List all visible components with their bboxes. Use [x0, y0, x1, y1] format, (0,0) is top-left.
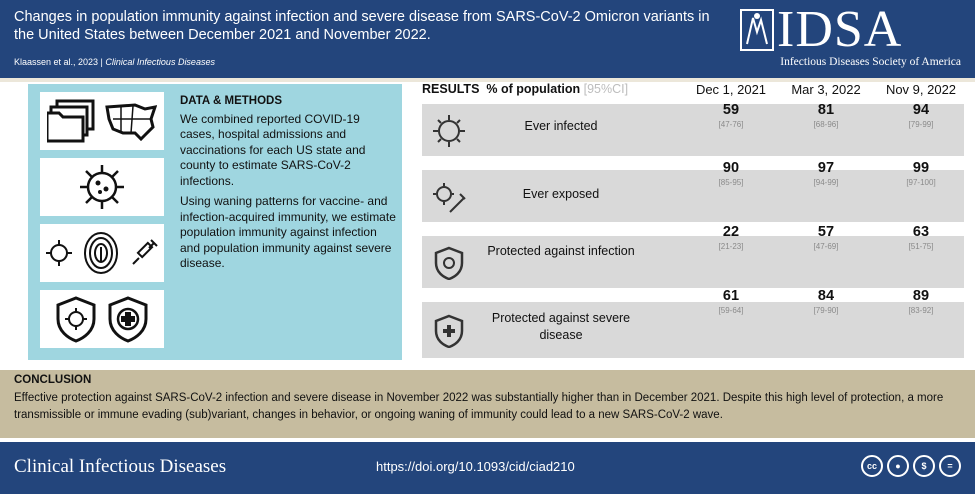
idsa-emblem-icon [739, 8, 775, 52]
column-header-nov-2022: Nov 9, 2022 [885, 82, 957, 97]
virus-icon [78, 163, 126, 211]
value-ci: [85-95] [718, 178, 744, 187]
value-ci: [47-76] [718, 120, 744, 129]
nc-icon: $ [913, 455, 935, 477]
value-number: 61 [722, 288, 740, 304]
value-number: 84 [817, 288, 835, 304]
value-cell [786, 160, 866, 187]
value-ci: [21-23] [718, 242, 744, 251]
conclusion-text: Effective protection against SARS-CoV-2 infection and severe disease in November 2022 was substantially higher than in December 2021. Despite this high level of protection, a more transmissible or immune evading (sub)variant, changes in behavior, or ongoing waning of immunity could lead to a new SARS-CoV-2 wave. [14, 392, 944, 421]
citation-journal: Clinical Infectious Diseases [105, 57, 215, 67]
virus-icon [432, 114, 466, 148]
by-icon: ● [887, 455, 909, 477]
methods-paragraph-1: We combined reported COVID-19 cases, hospital admissions and vaccinations for each US state and county to estimate SARS-CoV-2 infections. [180, 111, 366, 188]
methods-heading: DATA & METHODS [180, 95, 283, 107]
value-cell [691, 288, 771, 315]
value-number: 99 [912, 160, 930, 176]
conclusion-heading: CONCLUSION [14, 374, 92, 386]
value-cell [691, 102, 771, 129]
row-label: Protected against severe disease [491, 311, 631, 342]
citation [14, 57, 215, 67]
value-number: 81 [817, 102, 835, 118]
value-cell [881, 288, 961, 315]
column-header-dec-2021: Dec 1, 2021 [695, 82, 767, 97]
fingerprint-icon [81, 229, 121, 277]
value-ci: [83-92] [908, 306, 934, 315]
value-cell [691, 224, 771, 251]
value-number: 22 [722, 224, 740, 240]
cc-icon: cc [861, 455, 883, 477]
folders-icon [47, 99, 97, 143]
data-icons-tile [40, 92, 164, 150]
value-cell [881, 102, 961, 129]
value-number: 89 [912, 288, 930, 304]
doi-link[interactable]: https://doi.org/10.1093/cid/ciad210 [376, 459, 575, 474]
value-ci: [59-64] [718, 306, 744, 315]
row-label: Ever infected [524, 119, 598, 133]
row-label: Ever exposed [522, 187, 600, 201]
journal-name: Clinical Infectious Diseases [14, 456, 227, 477]
value-number: 59 [722, 102, 740, 118]
value-ci: [68-96] [813, 120, 839, 129]
nd-icon: = [939, 455, 961, 477]
shield-cross-icon [432, 314, 466, 348]
value-cell [786, 224, 866, 251]
value-ci: [79-90] [813, 306, 839, 315]
logo-wordmark: IDSA [777, 1, 903, 58]
logo-tagline: Infectious Diseases Society of America [780, 56, 961, 68]
footer-banner [0, 442, 975, 494]
value-cell [786, 102, 866, 129]
value-ci: [51-75] [908, 242, 934, 251]
exposure-tile [40, 224, 164, 282]
value-cell [786, 288, 866, 315]
results-ci-label: [95%CI] [583, 82, 629, 96]
methods-text [180, 94, 396, 277]
us-map-icon [105, 101, 157, 141]
shield-cross-icon [106, 295, 150, 343]
shield-virus-icon [54, 295, 98, 343]
value-number: 94 [912, 102, 930, 118]
results-subtitle: % of population [486, 82, 581, 96]
value-number: 63 [912, 224, 930, 240]
shields-tile [40, 290, 164, 348]
header-banner [0, 0, 975, 78]
value-cell [881, 160, 961, 187]
value-cell [881, 224, 961, 251]
small-virus-icon [45, 239, 73, 267]
value-number: 97 [817, 160, 835, 176]
value-number: 90 [722, 160, 740, 176]
page-title: Changes in population immunity against infection and severe disease from SARS-CoV-2 Omicron variants in the United States between December 2021 and November 2022. [14, 9, 710, 43]
citation-authors: Klaassen et al., 2023 | [14, 57, 106, 67]
value-ci: [79-99] [908, 120, 934, 129]
methods-paragraph-2: Using waning patterns for vaccine- and infection-acquired immunity, we estimate population immunity against infection and population immunity against severe disease. [180, 194, 396, 270]
idsa-logo [739, 1, 961, 72]
syringe-icon [129, 238, 159, 268]
value-ci: [94-99] [813, 178, 839, 187]
column-header-mar-2022: Mar 3, 2022 [791, 82, 861, 97]
virus-tile [40, 158, 164, 216]
row-label: Protected against infection [487, 244, 635, 258]
results-heading [422, 82, 628, 96]
virus-syringe-icon [432, 180, 466, 214]
value-number: 57 [817, 224, 835, 240]
value-ci: [97-100] [906, 178, 936, 187]
license-icons [861, 455, 961, 477]
value-cell [691, 160, 771, 187]
results-title: RESULTS [422, 82, 480, 96]
conclusion-band [0, 370, 975, 438]
value-ci: [47-69] [813, 242, 839, 251]
shield-virus-icon [432, 246, 466, 280]
